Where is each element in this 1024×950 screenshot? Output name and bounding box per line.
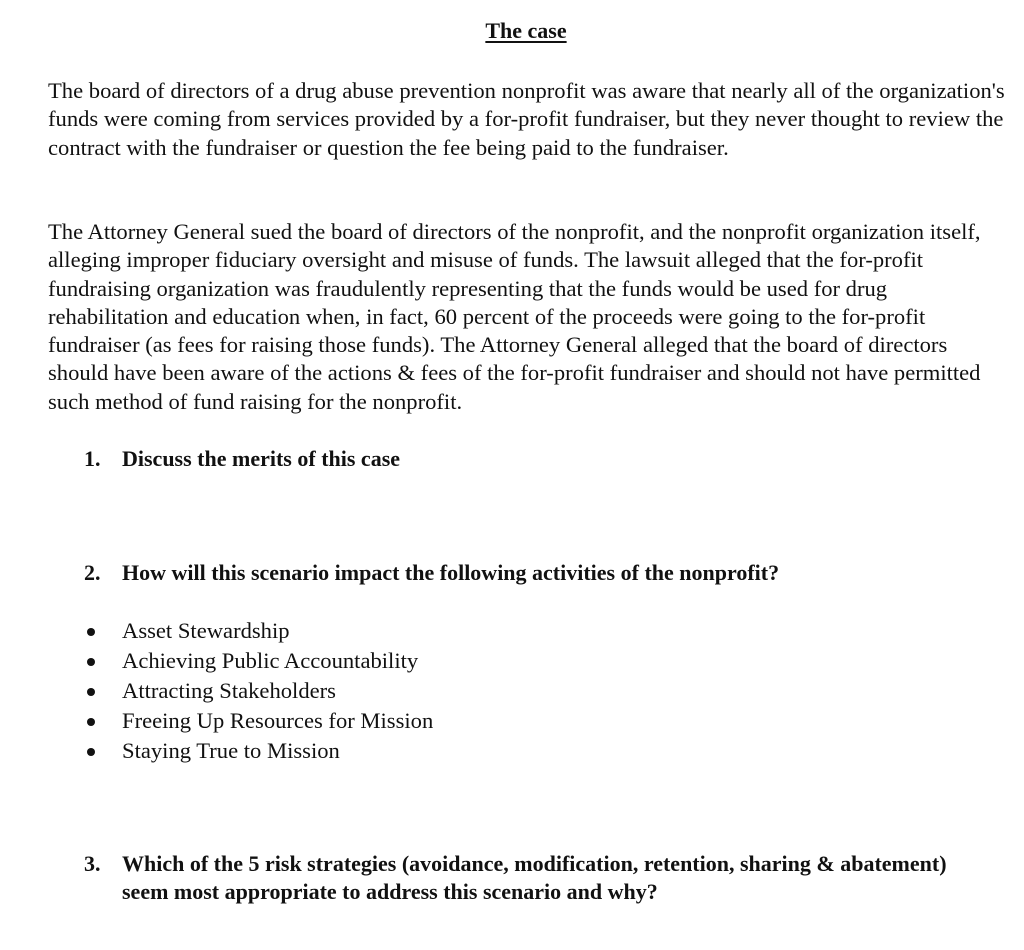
document-title: The case — [485, 18, 567, 43]
list-item — [84, 676, 784, 706]
bullet-icon — [87, 658, 95, 666]
question-number: 1. — [84, 446, 101, 471]
question-2 — [84, 559, 984, 587]
question-text: Which of the 5 risk strategies (avoidance, modification, retention, sharing & abatement) seem most appropriate to address this scenario and why? — [122, 851, 947, 904]
list-item — [84, 736, 784, 766]
bullet-icon — [87, 688, 95, 696]
question-number: 3. — [84, 851, 101, 876]
question-3 — [84, 850, 984, 906]
bullet-icon — [87, 748, 95, 756]
list-item-text: Freeing Up Resources for Mission — [122, 708, 434, 733]
list-item-text: Achieving Public Accountability — [122, 648, 419, 673]
list-item-text: Asset Stewardship — [122, 618, 290, 643]
list-item-text: Attracting Stakeholders — [122, 678, 336, 703]
list-item — [84, 706, 784, 736]
list-item — [84, 616, 784, 646]
activities-list — [84, 616, 784, 766]
case-paragraph-2: The Attorney General sued the board of directors of the nonprofit, and the nonprofit organization itself, alleging improper fiduciary oversight and misuse of funds. The lawsuit alleged that the for-profit fundraising organization was fraudulently representing that the funds would be used for drug rehabilitation and education when, in fact, 60 percent of the proceeds were going to the for-profit fundraiser (as fees for raising those funds). The Attorney General alleged that the board of directors should have been aware of the actions & fees of the for-profit fundraiser and should not have permitted such method of fund raising for the nonprofit. — [48, 219, 981, 414]
list-item-text: Staying True to Mission — [122, 738, 340, 763]
bullet-icon — [87, 628, 95, 636]
list-item — [84, 646, 784, 676]
question-1 — [84, 445, 984, 473]
case-paragraph-1: The board of directors of a drug abuse prevention nonprofit was aware that nearly all of the organization's funds were coming from services provided by a for-profit fundraiser, but they never thought to review the contract with the fundraiser or question the fee being paid to the fundraiser. — [48, 78, 1005, 160]
question-text: How will this scenario impact the following activities of the nonprofit? — [122, 560, 780, 585]
question-text: Discuss the merits of this case — [122, 446, 401, 471]
question-number: 2. — [84, 560, 101, 585]
bullet-icon — [87, 718, 95, 726]
